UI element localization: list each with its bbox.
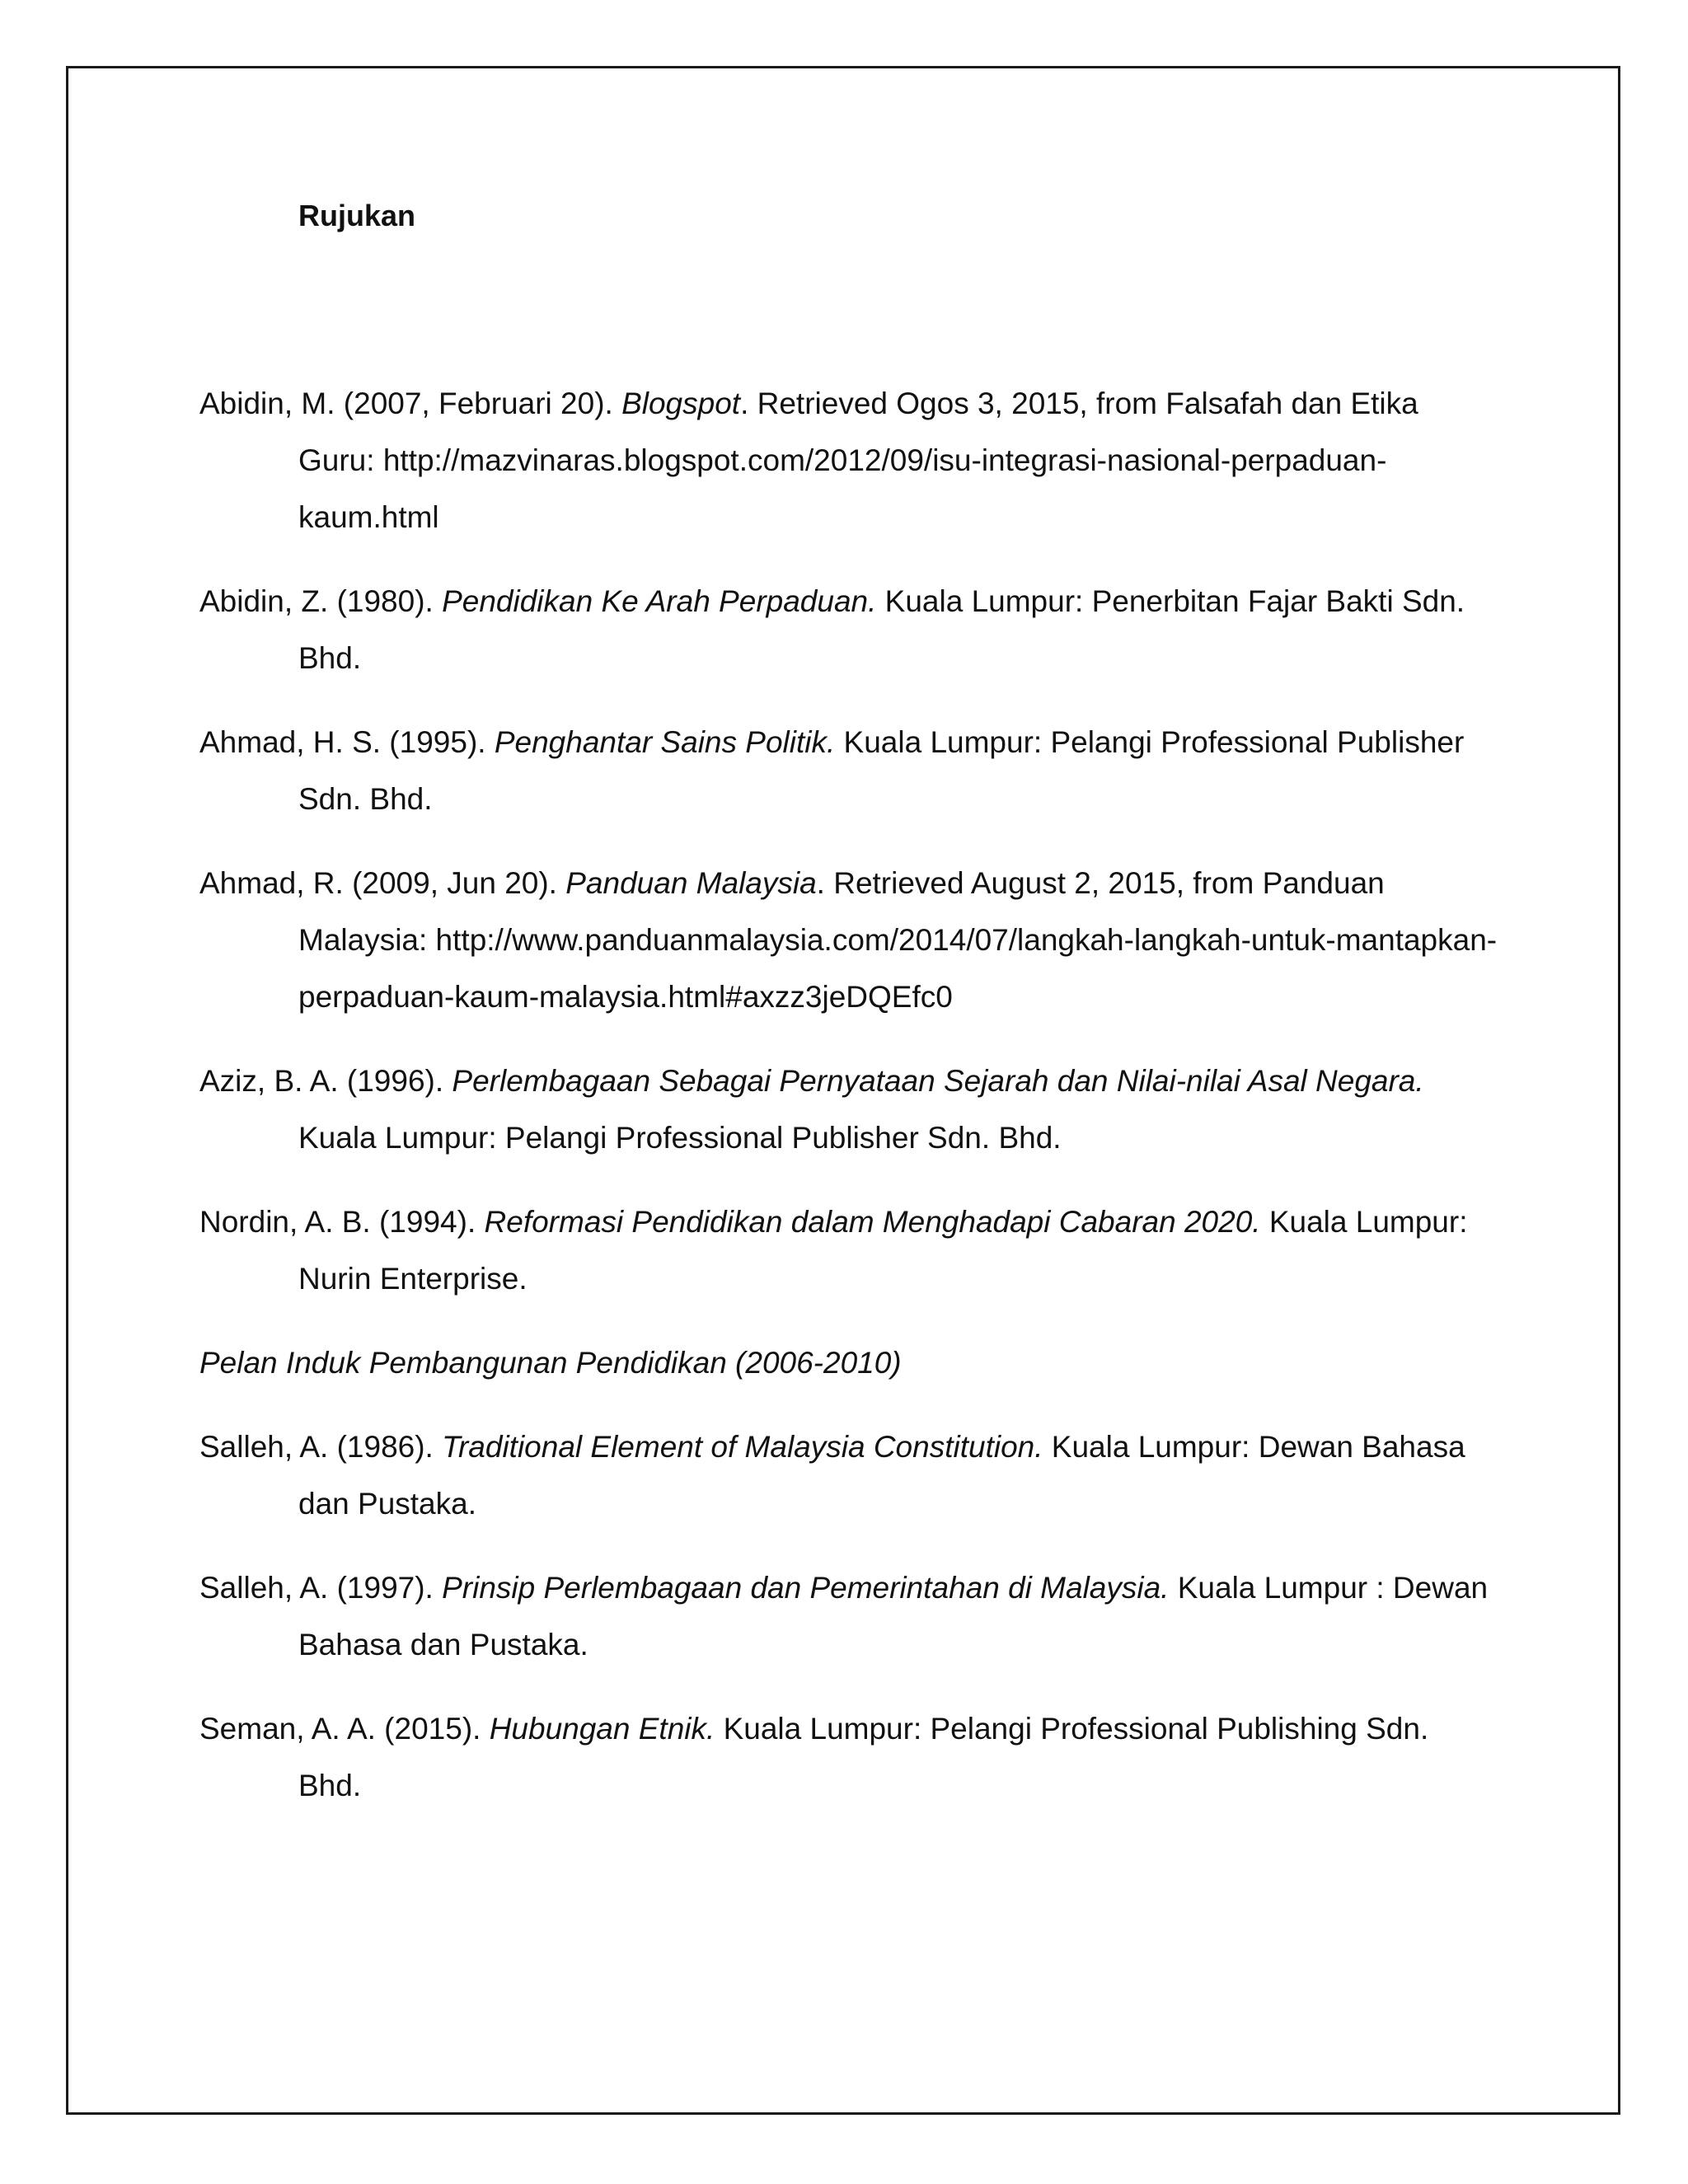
reference-title: Blogspot bbox=[621, 387, 741, 420]
reference-title: Reformasi Pendidikan dalam Menghadapi Cabaran 2020. bbox=[484, 1205, 1261, 1239]
reference-details: Kuala Lumpur: Pelangi Professional Publisher Sdn. Bhd. bbox=[298, 725, 1465, 816]
reference-item bbox=[199, 1193, 1498, 1307]
reference-author-year: Nordin, A. B. (1994). bbox=[199, 1205, 485, 1239]
reference-details: Kuala Lumpur: Pelangi Professional Publishing Sdn. Bhd. bbox=[298, 1712, 1429, 1802]
reference-item bbox=[199, 573, 1498, 687]
reference-item bbox=[199, 1334, 1498, 1391]
reference-item bbox=[199, 855, 1498, 1025]
reference-item bbox=[199, 375, 1498, 546]
reference-item bbox=[199, 1700, 1498, 1814]
reference-details: . Retrieved August 2, 2015, from Panduan Malaysia: http://www.panduanmalaysia.com/2014/07/langkah-langkah-untuk-mantapkan-perpaduan-kaum-malaysia.html#axzz3jeDQEfc0 bbox=[298, 866, 1498, 1014]
reference-item bbox=[199, 1559, 1498, 1673]
reference-author-year: Ahmad, H. S. (1995). bbox=[199, 725, 495, 759]
reference-title: Hubungan Etnik. bbox=[489, 1712, 715, 1746]
reference-item bbox=[199, 714, 1498, 827]
reference-details: Kuala Lumpur: Nurin Enterprise. bbox=[298, 1205, 1468, 1296]
reference-item bbox=[199, 1418, 1498, 1532]
reference-title: Pendidikan Ke Arah Perpaduan. bbox=[442, 584, 877, 618]
reference-author-year: Seman, A. A. (2015). bbox=[199, 1712, 490, 1746]
reference-title: Pelan Induk Pembangunan Pendidikan (2006-2010) bbox=[199, 1346, 902, 1380]
reference-title: Panduan Malaysia bbox=[565, 866, 817, 900]
reference-author-year: Salleh, A. (1997). bbox=[199, 1571, 443, 1605]
reference-details: Kuala Lumpur: Dewan Bahasa dan Pustaka. bbox=[298, 1430, 1465, 1521]
reference-title: Perlembagaan Sebagai Pernyataan Sejarah dan Nilai-nilai Asal Negara. bbox=[452, 1064, 1424, 1098]
reference-details: Kuala Lumpur: Penerbitan Fajar Bakti Sdn. Bhd. bbox=[298, 584, 1465, 675]
reference-details: . Retrieved Ogos 3, 2015, from Falsafah dan Etika Guru: http://mazvinaras.blogspot.com/2012/09/isu-integrasi-nasional-perpaduan-kaum.html bbox=[298, 387, 1418, 534]
reference-author-year: Abidin, M. (2007, Februari 20). bbox=[199, 387, 622, 420]
reference-title: Traditional Element of Malaysia Constitution. bbox=[442, 1430, 1043, 1464]
reference-author-year: Abidin, Z. (1980). bbox=[199, 584, 443, 618]
reference-title: Penghantar Sains Politik. bbox=[494, 725, 836, 759]
reference-item bbox=[199, 1052, 1498, 1166]
page-title: Rujukan bbox=[298, 199, 416, 232]
reference-author-year: Ahmad, R. (2009, Jun 20). bbox=[199, 866, 566, 900]
reference-author-year: Salleh, A. (1986). bbox=[199, 1430, 443, 1464]
reference-details: Kuala Lumpur : Dewan Bahasa dan Pustaka. bbox=[298, 1571, 1489, 1661]
reference-title: Prinsip Perlembagaan dan Pemerintahan di Malaysia. bbox=[442, 1571, 1170, 1605]
reference-details: Kuala Lumpur: Pelangi Professional Publisher Sdn. Bhd. bbox=[298, 1121, 1062, 1155]
reference-author-year: Aziz, B. A. (1996). bbox=[199, 1064, 452, 1098]
reference-list bbox=[199, 375, 1498, 1841]
